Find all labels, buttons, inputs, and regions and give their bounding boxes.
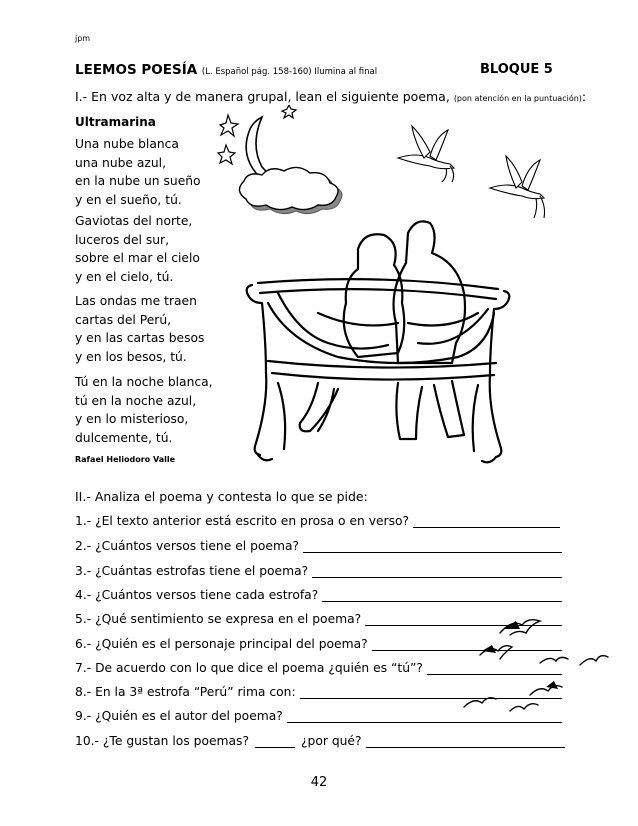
poem-stanza-4 bbox=[75, 373, 213, 447]
answer-line-4[interactable] bbox=[322, 590, 562, 602]
poem-verse: tú en la noche azul, bbox=[75, 393, 197, 408]
bird-icon bbox=[490, 156, 545, 218]
answer-line-1[interactable] bbox=[413, 516, 560, 528]
poem-author: Rafael Heliodoro Valle bbox=[75, 455, 176, 464]
poem-verse: una nube azul, bbox=[75, 155, 167, 170]
poem-verse: Gaviotas del norte, bbox=[75, 214, 193, 228]
page-title bbox=[75, 62, 377, 78]
seagulls-illustration bbox=[460, 615, 630, 725]
question-9-text: 9.- ¿Quién es el autor del poema? bbox=[75, 709, 283, 723]
question-10-text-2: ¿por qué? bbox=[301, 734, 362, 748]
answer-line-3[interactable] bbox=[312, 566, 562, 578]
question-10-text-1: 10.- ¿Te gustan los poemas? bbox=[75, 734, 249, 748]
bird-icon bbox=[398, 126, 454, 182]
seagull-icon bbox=[480, 646, 512, 659]
poem-verse: Las ondas me traen bbox=[75, 294, 197, 308]
instruction-1-text: I.- En voz alta y de manera grupal, lean el siguiente poema, bbox=[75, 89, 450, 104]
star-icon bbox=[282, 105, 296, 118]
instruction-1 bbox=[75, 89, 586, 104]
poem-verse: y en los besos, tú. bbox=[75, 349, 187, 364]
poem-verse: en la nube un sueño bbox=[75, 174, 201, 188]
question-3-text: 3.- ¿Cuántas estrofas tiene el poema? bbox=[75, 564, 309, 578]
poem-title: Ultramarina bbox=[75, 115, 156, 129]
bench-seat bbox=[268, 361, 496, 380]
question-1 bbox=[75, 514, 560, 528]
poem-stanza-2 bbox=[75, 212, 200, 286]
seagull-icon bbox=[530, 686, 562, 695]
question-2 bbox=[75, 539, 562, 553]
question-1-text: 1.- ¿El texto anterior está escrito en prosa o en verso? bbox=[75, 514, 410, 528]
question-8-text: 8.- En la 3ª estrofa “Perú” rima con: bbox=[75, 685, 296, 699]
star-icon bbox=[218, 145, 235, 164]
moon-cloud-illustration bbox=[210, 105, 370, 220]
seagull-icon bbox=[510, 704, 538, 711]
poem-verse: Tú en la noche blanca, bbox=[75, 375, 213, 389]
answer-line-10b[interactable] bbox=[366, 736, 565, 748]
instruction-1-note: (pon atención en la puntuación) bbox=[453, 94, 582, 103]
seagull-icon bbox=[580, 656, 608, 665]
couple-bench-illustration bbox=[238, 213, 518, 475]
question-10 bbox=[75, 734, 565, 748]
poem-verse: y en las cartas besos bbox=[75, 331, 205, 345]
question-4-text: 4.- ¿Cuántos versos tiene cada estrofa? bbox=[75, 588, 319, 602]
question-7-text: 7.- De acuerdo con lo que dice el poema ¿quién es “tú”? bbox=[75, 661, 423, 675]
poem-verse: y en el sueño, tú. bbox=[75, 192, 182, 207]
page-number: 42 bbox=[310, 775, 328, 790]
poem-stanza-3 bbox=[75, 292, 204, 366]
poem-verse: luceros del sur, bbox=[75, 232, 170, 247]
woman-legs bbox=[300, 383, 338, 431]
question-2-text: 2.- ¿Cuántos versos tiene el poema? bbox=[75, 539, 300, 553]
seagull-icon bbox=[540, 657, 568, 663]
birds-illustration bbox=[390, 122, 565, 227]
poem-verse: y en el cielo, tú. bbox=[75, 269, 174, 284]
answer-line-10a[interactable] bbox=[255, 736, 295, 748]
poem-verse: cartas del Perú, bbox=[75, 312, 172, 327]
instruction-1-colon: : bbox=[581, 89, 587, 104]
poem-stanza-1 bbox=[75, 135, 201, 209]
star-icon bbox=[220, 115, 238, 136]
poem-verse: sobre el mar el cielo bbox=[75, 251, 200, 265]
cloud-icon bbox=[239, 167, 342, 213]
poem-verse: dulcemente, tú. bbox=[75, 430, 173, 445]
poem-verse: y en lo misterioso, bbox=[75, 412, 189, 426]
seagull-icon bbox=[500, 620, 540, 635]
page-title-ref: (L. Español pág. 158-160) Ilumina al final bbox=[201, 67, 378, 77]
bloque-label: BLOQUE 5 bbox=[480, 62, 553, 77]
question-4 bbox=[75, 588, 562, 602]
man-legs bbox=[396, 381, 464, 439]
question-6-text: 6.- ¿Quién es el personaje principal del poema? bbox=[75, 637, 368, 651]
question-5-text: 5.- ¿Qué sentimiento se expresa en el poema? bbox=[75, 612, 362, 626]
page-title-main: LEEMOS POESÍA bbox=[75, 62, 198, 78]
poem-verse: Una nube blanca bbox=[75, 137, 179, 151]
question-3 bbox=[75, 564, 562, 578]
header-initials: jpm bbox=[75, 34, 91, 43]
instruction-2: II.- Analiza el poema y contesta lo que se pide: bbox=[75, 489, 368, 504]
seagull-icon bbox=[464, 698, 496, 707]
answer-line-2[interactable] bbox=[303, 541, 562, 553]
